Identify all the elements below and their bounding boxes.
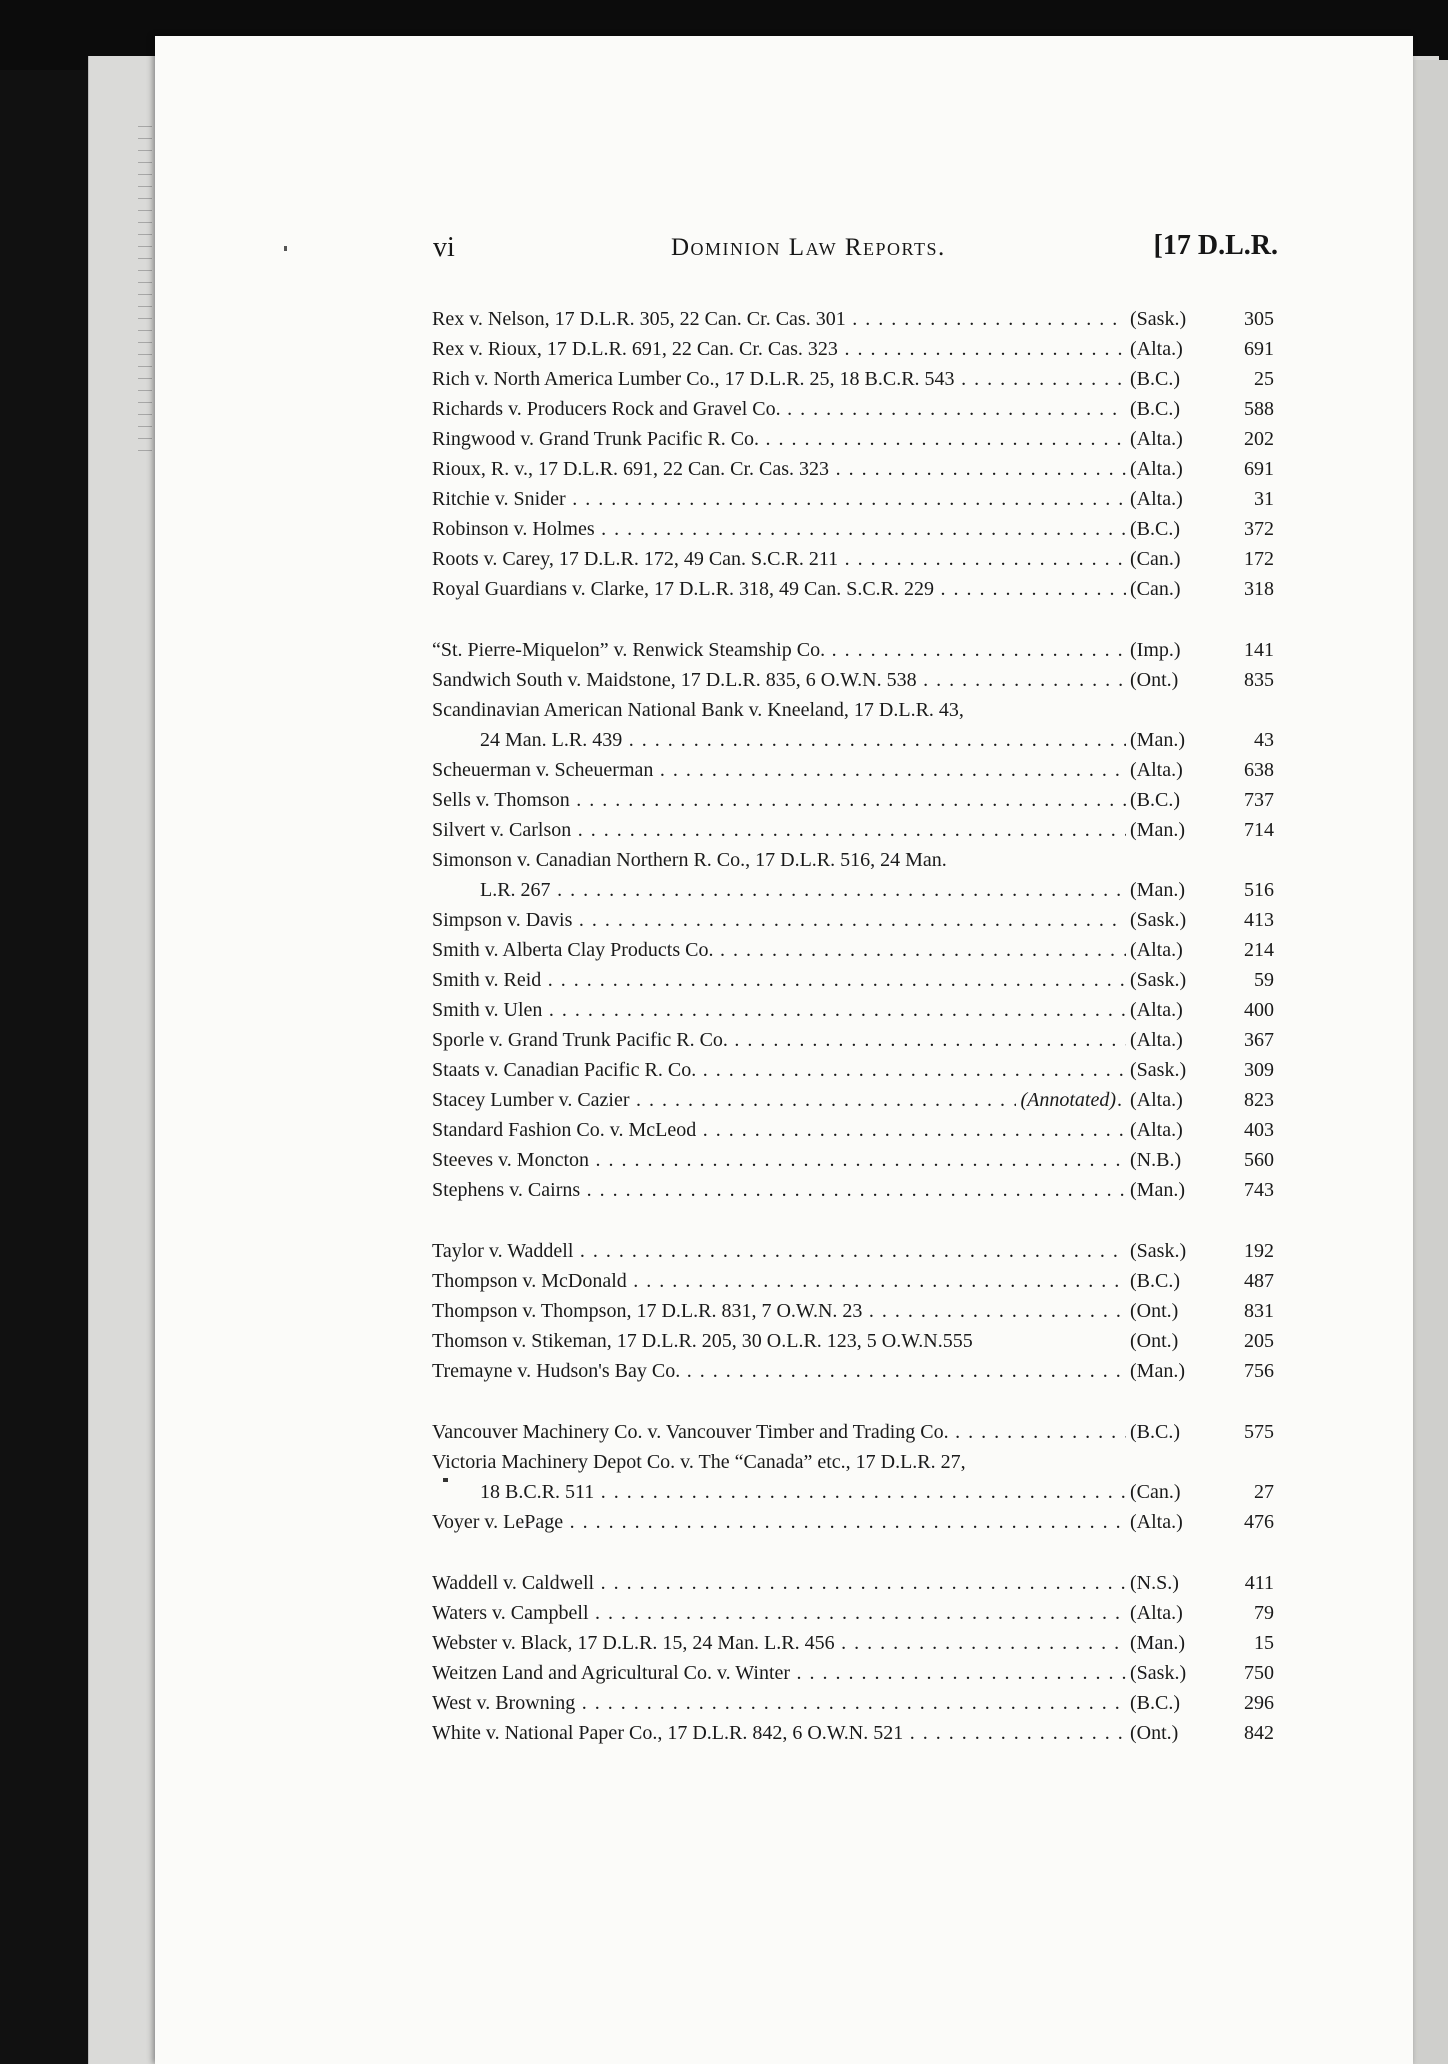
court: (B.C.) xyxy=(1130,1688,1216,1718)
case-entry xyxy=(432,1568,1274,1598)
case-entry xyxy=(432,514,1274,544)
page-number: 743 xyxy=(1244,1179,1274,1201)
case-name: “St. Pierre-Miquelon” v. Renwick Steamship Co. . . . xyxy=(432,635,1126,665)
court: (Sask.) xyxy=(1130,1658,1216,1688)
page-number: 400 xyxy=(1244,999,1274,1021)
case-name: Simonson v. Canadian Northern R. Co., 17 D.L.R. 516, 24 Man. xyxy=(432,849,947,871)
case-entry xyxy=(432,1115,1274,1145)
court: (Man.) xyxy=(1130,725,1216,755)
court: (Man.) xyxy=(1130,1175,1216,1205)
case-entry xyxy=(432,905,1274,935)
case-name: Standard Fashion Co. v. McLeod . . . xyxy=(432,1115,1126,1145)
case-entry xyxy=(432,935,1274,965)
page-folio: vi xyxy=(433,232,455,263)
page-number: 214 xyxy=(1244,939,1274,961)
right-page-edge xyxy=(1413,60,1448,2064)
court: (Alta.) xyxy=(1130,1085,1216,1115)
case-name: Victoria Machinery Depot Co. v. The “Canada” etc., 17 D.L.R. 27, xyxy=(432,1451,966,1473)
case-entry xyxy=(432,1658,1274,1688)
case-name: Tremayne v. Hudson's Bay Co. . . . xyxy=(432,1356,1126,1386)
case-name: Voyer v. LePage . . . xyxy=(432,1507,1126,1537)
case-name: Ringwood v. Grand Trunk Pacific R. Co. . . . xyxy=(432,424,1126,454)
court: (Ont.) xyxy=(1130,1296,1216,1326)
page-number: 59 xyxy=(1254,969,1274,991)
page-number: 202 xyxy=(1244,428,1274,450)
page-number: 367 xyxy=(1244,1029,1274,1051)
court: (Man.) xyxy=(1130,1356,1216,1386)
case-entry xyxy=(432,995,1274,1025)
case-entry xyxy=(432,815,1274,845)
page-number: 141 xyxy=(1244,639,1274,661)
court: (Man.) xyxy=(1130,875,1216,905)
court: (Alta.) xyxy=(1130,334,1216,364)
page-number: 750 xyxy=(1244,1662,1274,1684)
case-entry xyxy=(432,1688,1274,1718)
case-entry xyxy=(432,1175,1274,1205)
court: (Alta.) xyxy=(1130,454,1216,484)
page-number: 192 xyxy=(1244,1240,1274,1262)
case-name: Stephens v. Cairns . . . xyxy=(432,1175,1126,1205)
case-name: Rex v. Nelson, 17 D.L.R. 305, 22 Can. Cr. Cas. 301 . . . xyxy=(432,304,1126,334)
running-header xyxy=(433,228,1278,272)
case-entry xyxy=(432,1477,1274,1507)
case-entry xyxy=(432,544,1274,574)
page-number: 575 xyxy=(1244,1421,1274,1443)
page-number: 372 xyxy=(1244,518,1274,540)
page-number: 842 xyxy=(1244,1722,1274,1744)
page-number: 15 xyxy=(1254,1632,1274,1654)
case-entry xyxy=(432,334,1274,364)
court: (Alta.) xyxy=(1130,1115,1216,1145)
court: (Sask.) xyxy=(1130,304,1216,334)
case-entry xyxy=(432,1718,1274,1748)
case-entry xyxy=(432,1236,1274,1266)
page-number: 737 xyxy=(1244,789,1274,811)
court: (B.C.) xyxy=(1130,1266,1216,1296)
court: (Can.) xyxy=(1130,544,1216,574)
court: (Alta.) xyxy=(1130,935,1216,965)
page-number: 691 xyxy=(1244,458,1274,480)
case-entry xyxy=(432,1055,1274,1085)
court: (Man.) xyxy=(1130,1628,1216,1658)
page-number: 27 xyxy=(1254,1481,1274,1503)
page-number: 305 xyxy=(1244,308,1274,330)
page-number: 296 xyxy=(1244,1692,1274,1714)
case-entry xyxy=(432,424,1274,454)
case-entry xyxy=(432,875,1274,905)
page-number: 823 xyxy=(1244,1089,1274,1111)
case-name: Rich v. North America Lumber Co., 17 D.L.R. 25, 18 B.C.R. 543 . . . xyxy=(432,364,1126,394)
case-entry xyxy=(432,1356,1274,1386)
court: (Alta.) xyxy=(1130,484,1216,514)
case-entry xyxy=(432,394,1274,424)
case-name: Roots v. Carey, 17 D.L.R. 172, 49 Can. S.C.R. 211 . . . xyxy=(432,544,1126,574)
case-table xyxy=(432,304,1274,1748)
case-name: Smith v. Ulen . . . xyxy=(432,995,1126,1025)
case-name: Steeves v. Moncton . . . xyxy=(432,1145,1126,1175)
page-number: 79 xyxy=(1254,1602,1274,1624)
case-name: 18 B.C.R. 511 . . . xyxy=(480,1477,1126,1507)
page-number: 691 xyxy=(1244,338,1274,360)
case-name: Scheuerman v. Scheuerman . . . xyxy=(432,755,1126,785)
case-name: Sporle v. Grand Trunk Pacific R. Co. . . . xyxy=(432,1025,1126,1055)
case-entry xyxy=(432,1025,1274,1055)
case-name: Weitzen Land and Agricultural Co. v. Winter . . . xyxy=(432,1658,1126,1688)
case-entry xyxy=(432,574,1274,604)
court: (Man.) xyxy=(1130,815,1216,845)
case-entry xyxy=(432,364,1274,394)
case-name: Smith v. Reid . . . xyxy=(432,965,1126,995)
case-name: Sells v. Thomson . . . xyxy=(432,785,1126,815)
court: (Alta.) xyxy=(1130,995,1216,1025)
court: (Ont.) xyxy=(1130,1326,1216,1356)
case-entry xyxy=(432,725,1274,755)
court: (N.B.) xyxy=(1130,1145,1216,1175)
page-number: 560 xyxy=(1244,1149,1274,1171)
case-name: Royal Guardians v. Clarke, 17 D.L.R. 318, 49 Can. S.C.R. 229 . . . xyxy=(432,574,1126,604)
case-name: Thompson v. McDonald . . . xyxy=(432,1266,1126,1296)
case-name: Staats v. Canadian Pacific R. Co. . . . xyxy=(432,1055,1126,1085)
case-name: Richards v. Producers Rock and Gravel Co. . . . xyxy=(432,394,1126,424)
case-name: Silvert v. Carlson . . . xyxy=(432,815,1126,845)
case-name: Waters v. Campbell . . . xyxy=(432,1598,1126,1628)
case-name: Stacey Lumber v. Cazier . . . xyxy=(432,1085,1126,1115)
case-entry xyxy=(432,1447,1274,1477)
court: (N.S.) xyxy=(1130,1568,1216,1598)
case-name: Ritchie v. Snider . . . xyxy=(432,484,1126,514)
court: (Alta.) xyxy=(1130,755,1216,785)
court: (Alta.) xyxy=(1130,1507,1216,1537)
volume-reference: [17 D.L.R. xyxy=(1153,230,1278,261)
case-name: White v. National Paper Co., 17 D.L.R. 842, 6 O.W.N. 521 . . . xyxy=(432,1718,1126,1748)
case-entry xyxy=(432,1145,1274,1175)
court: (Ont.) xyxy=(1130,1718,1216,1748)
scan-speck xyxy=(284,246,287,251)
case-name: Webster v. Black, 17 D.L.R. 15, 24 Man. L.R. 456 . . . xyxy=(432,1628,1126,1658)
page-number: 831 xyxy=(1244,1300,1274,1322)
page-number: 25 xyxy=(1254,368,1274,390)
case-entry xyxy=(432,304,1274,334)
case-entry xyxy=(432,1296,1274,1326)
case-name: Scandinavian American National Bank v. Kneeland, 17 D.L.R. 43, xyxy=(432,699,964,721)
court: (Sask.) xyxy=(1130,1236,1216,1266)
page-number: 714 xyxy=(1244,819,1274,841)
case-name: 24 Man. L.R. 439 . . . xyxy=(480,725,1126,755)
case-name: Simpson v. Davis . . . xyxy=(432,905,1126,935)
page-number: 411 xyxy=(1244,1572,1274,1594)
court: (Sask.) xyxy=(1130,1055,1216,1085)
page-number: 835 xyxy=(1244,669,1274,691)
case-entry xyxy=(432,1266,1274,1296)
case-name: L.R. 267 . . . xyxy=(480,875,1126,905)
case-name: Rex v. Rioux, 17 D.L.R. 691, 22 Can. Cr. Cas. 323 . . . xyxy=(432,334,1126,364)
case-entry xyxy=(432,1507,1274,1537)
case-name: Rioux, R. v., 17 D.L.R. 691, 22 Can. Cr. Cas. 323 . . . xyxy=(432,454,1126,484)
page-number: 638 xyxy=(1244,759,1274,781)
court: (B.C.) xyxy=(1130,514,1216,544)
page-number: 756 xyxy=(1244,1360,1274,1382)
case-name: Sandwich South v. Maidstone, 17 D.L.R. 835, 6 O.W.N. 538 . . . xyxy=(432,665,1126,695)
running-title: Dominion Law Reports. xyxy=(671,234,946,261)
case-entry xyxy=(432,1326,1274,1356)
binding-stitches xyxy=(138,120,152,460)
court: (B.C.) xyxy=(1130,785,1216,815)
court: (Can.) xyxy=(1130,1477,1216,1507)
court: (Ont.) xyxy=(1130,665,1216,695)
case-entry xyxy=(432,965,1274,995)
page-number: 309 xyxy=(1244,1059,1274,1081)
page-number: 172 xyxy=(1244,548,1274,570)
court: (Sask.) xyxy=(1130,905,1216,935)
court: (B.C.) xyxy=(1130,364,1216,394)
page-number: 516 xyxy=(1244,879,1274,901)
case-entry xyxy=(432,1598,1274,1628)
page-number: 403 xyxy=(1244,1119,1274,1141)
court: (Sask.) xyxy=(1130,965,1216,995)
case-entry xyxy=(432,1085,1274,1115)
case-name: Smith v. Alberta Clay Products Co. . . . xyxy=(432,935,1126,965)
case-entry xyxy=(432,755,1274,785)
case-name: Thomson v. Stikeman, 17 D.L.R. 205, 30 O.L.R. 123, 5 O.W.N.555 xyxy=(432,1330,973,1352)
court: (Alta.) xyxy=(1130,424,1216,454)
case-name: Thompson v. Thompson, 17 D.L.R. 831, 7 O.W.N. 23 . . . xyxy=(432,1296,1126,1326)
annotated-note: (Annotated) xyxy=(1016,1085,1116,1115)
case-entry xyxy=(432,1417,1274,1447)
case-name: Vancouver Machinery Co. v. Vancouver Timber and Trading Co. . . . xyxy=(432,1417,1126,1447)
case-entry xyxy=(432,454,1274,484)
page-number: 476 xyxy=(1244,1511,1274,1533)
case-entry xyxy=(432,635,1274,665)
case-entry xyxy=(432,845,1274,875)
page-number: 413 xyxy=(1244,909,1274,931)
case-entry xyxy=(432,665,1274,695)
case-entry xyxy=(432,785,1274,815)
court: (Can.) xyxy=(1130,574,1216,604)
court: (Imp.) xyxy=(1130,635,1216,665)
court: (B.C.) xyxy=(1130,1417,1216,1447)
court: (Alta.) xyxy=(1130,1598,1216,1628)
case-name: Taylor v. Waddell . . . xyxy=(432,1236,1126,1266)
case-entry xyxy=(432,695,1274,725)
case-entry xyxy=(432,484,1274,514)
page-number: 43 xyxy=(1254,729,1274,751)
page-number: 205 xyxy=(1244,1330,1274,1352)
case-entry xyxy=(432,1628,1274,1658)
case-name: Robinson v. Holmes . . . xyxy=(432,514,1126,544)
case-name: West v. Browning . . . xyxy=(432,1688,1126,1718)
court: (Alta.) xyxy=(1130,1025,1216,1055)
page-number: 487 xyxy=(1244,1270,1274,1292)
page-number: 31 xyxy=(1254,488,1274,510)
case-name: Waddell v. Caldwell . . . xyxy=(432,1568,1126,1598)
court: (B.C.) xyxy=(1130,394,1216,424)
page-number: 588 xyxy=(1244,398,1274,420)
page-number: 318 xyxy=(1244,578,1274,600)
